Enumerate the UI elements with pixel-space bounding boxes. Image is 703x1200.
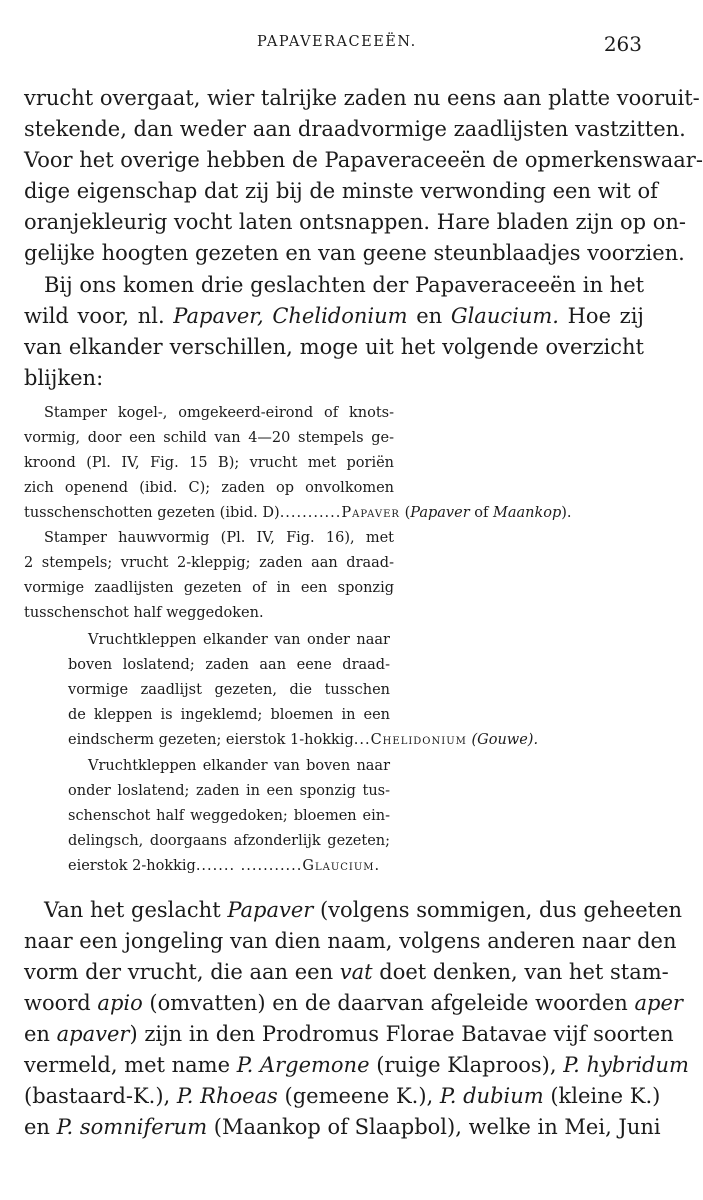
paragraph-3-line: en P. somniferum (Maankop of Slaapbol), welke in Mei, Juni: [24, 1115, 661, 1139]
key-b-line: tusschenschot half weggedoken.: [24, 605, 264, 621]
key-b1-line: boven loslatend; zaden aan eene draad-: [68, 657, 390, 673]
key-a-line: zich openend (ibid. C); zaden op onvolkomen: [24, 480, 394, 496]
genus-papaver: Papaver,: [173, 304, 264, 328]
paragraph-1-line: gelijke hoogten gezeten en van geene steunblaadjes voorzien.: [24, 241, 685, 265]
paragraph-1-line: stekende, dan weder aan draadvormige zaadlijsten vastzitten.: [24, 117, 686, 141]
paragraph-3-line: naar een jongeling van dien naam, volgens anderen naar den: [24, 929, 677, 953]
paragraph-1-line: dige eigenschap dat zij bij de minste verwonding een wit of: [24, 179, 658, 203]
key-a-line: vormig, door een schild van 4—20 stempels ge-: [24, 430, 394, 446]
key-b2-line: delingsch, doorgaans afzonderlijk gezeten;: [68, 833, 390, 849]
key-a-line: Stamper kogel-, omgekeerd-eirond of knots-: [44, 405, 394, 421]
paragraph-1-line: oranjekleurig vocht laten ontsnappen. Hare bladen zijn op on-: [24, 210, 687, 234]
key-b2-line: onder loslatend; zaden in een sponzig tus-: [68, 783, 390, 799]
paragraph-3-line: (bastaard-K.), P. Rhoeas (gemeene K.), P. dubium (kleine K.): [24, 1084, 661, 1108]
key-a-result-line: tusschenschotten gezeten (ibid. D)...........Papaver (Papaver of Maankop).: [24, 505, 572, 521]
key-b-line: Stamper hauwvormig (Pl. IV, Fig. 16), met: [44, 530, 394, 546]
paragraph-2-line: van elkander verschillen, moge uit het volgende overzicht: [24, 335, 644, 359]
paragraph-2-line: Bij ons komen drie geslachten der Papaveraceeën in het: [44, 273, 645, 297]
key-b2-line: Vruchtkleppen elkander van boven naar: [88, 758, 390, 774]
genus-glaucium: Glaucium.: [450, 304, 559, 328]
key-b2-result-line: eierstok 2-hokkig....... ...........Glaucium.: [68, 858, 381, 874]
key-b1-line: Vruchtkleppen elkander van onder naar: [88, 632, 390, 648]
paragraph-3-line: vermeld, met name P. Argemone (ruige Klaproos), P. hybridum: [24, 1053, 689, 1077]
paragraph-3-line: vorm der vrucht, die aan een vat doet denken, van het stam-: [24, 960, 669, 984]
running-head: PAPAVERACEEËN.: [257, 34, 417, 50]
key-b-line: 2 stempels; vrucht 2-kleppig; zaden aan draad-: [24, 555, 394, 571]
key-b1-line: vormige zaadlijst gezeten, die tusschen: [68, 682, 390, 698]
paragraph-3-line: en apaver) zijn in den Prodromus Florae Batavae vijf soorten: [24, 1022, 674, 1046]
key-b-line: vormige zaadlijsten gezeten of in een sponzig: [24, 580, 394, 596]
key-b2-line: schenschot half weggedoken; bloemen ein-: [68, 808, 390, 824]
key-result-chelidonium: Chelidonium: [370, 732, 467, 748]
key-b1-line: de kleppen is ingeklemd; bloemen in een: [68, 707, 390, 723]
key-result-glaucium: Glaucium.: [302, 858, 381, 874]
page-number: 263: [603, 32, 642, 56]
paragraph-1-line: vrucht overgaat, wier talrijke zaden nu eens aan platte vooruit-: [24, 86, 700, 110]
key-b1-result-line: eindscherm gezeten; eierstok 1-hokkig...Chelidonium (Gouwe).: [68, 732, 539, 748]
key-result-papaver: Papaver: [341, 505, 400, 521]
genus-chelidonium: Chelidonium: [272, 304, 408, 328]
paragraph-3-line: woord apio (omvatten) en de daarvan afgeleide woorden aper: [24, 991, 683, 1015]
key-a-line: kroond (Pl. IV, Fig. 15 B); vrucht met poriën: [24, 455, 394, 471]
paragraph-2-line: blijken:: [24, 366, 104, 390]
paragraph-2-line: wild voor, nl. Papaver, Chelidonium en Glaucium. Hoe zij: [24, 304, 644, 328]
paragraph-1-line: Voor het overige hebben de Papaveraceeën de opmerkenswaar-: [24, 148, 703, 172]
paragraph-3-line: Van het geslacht Papaver (volgens sommigen, dus geheeten: [44, 898, 683, 922]
